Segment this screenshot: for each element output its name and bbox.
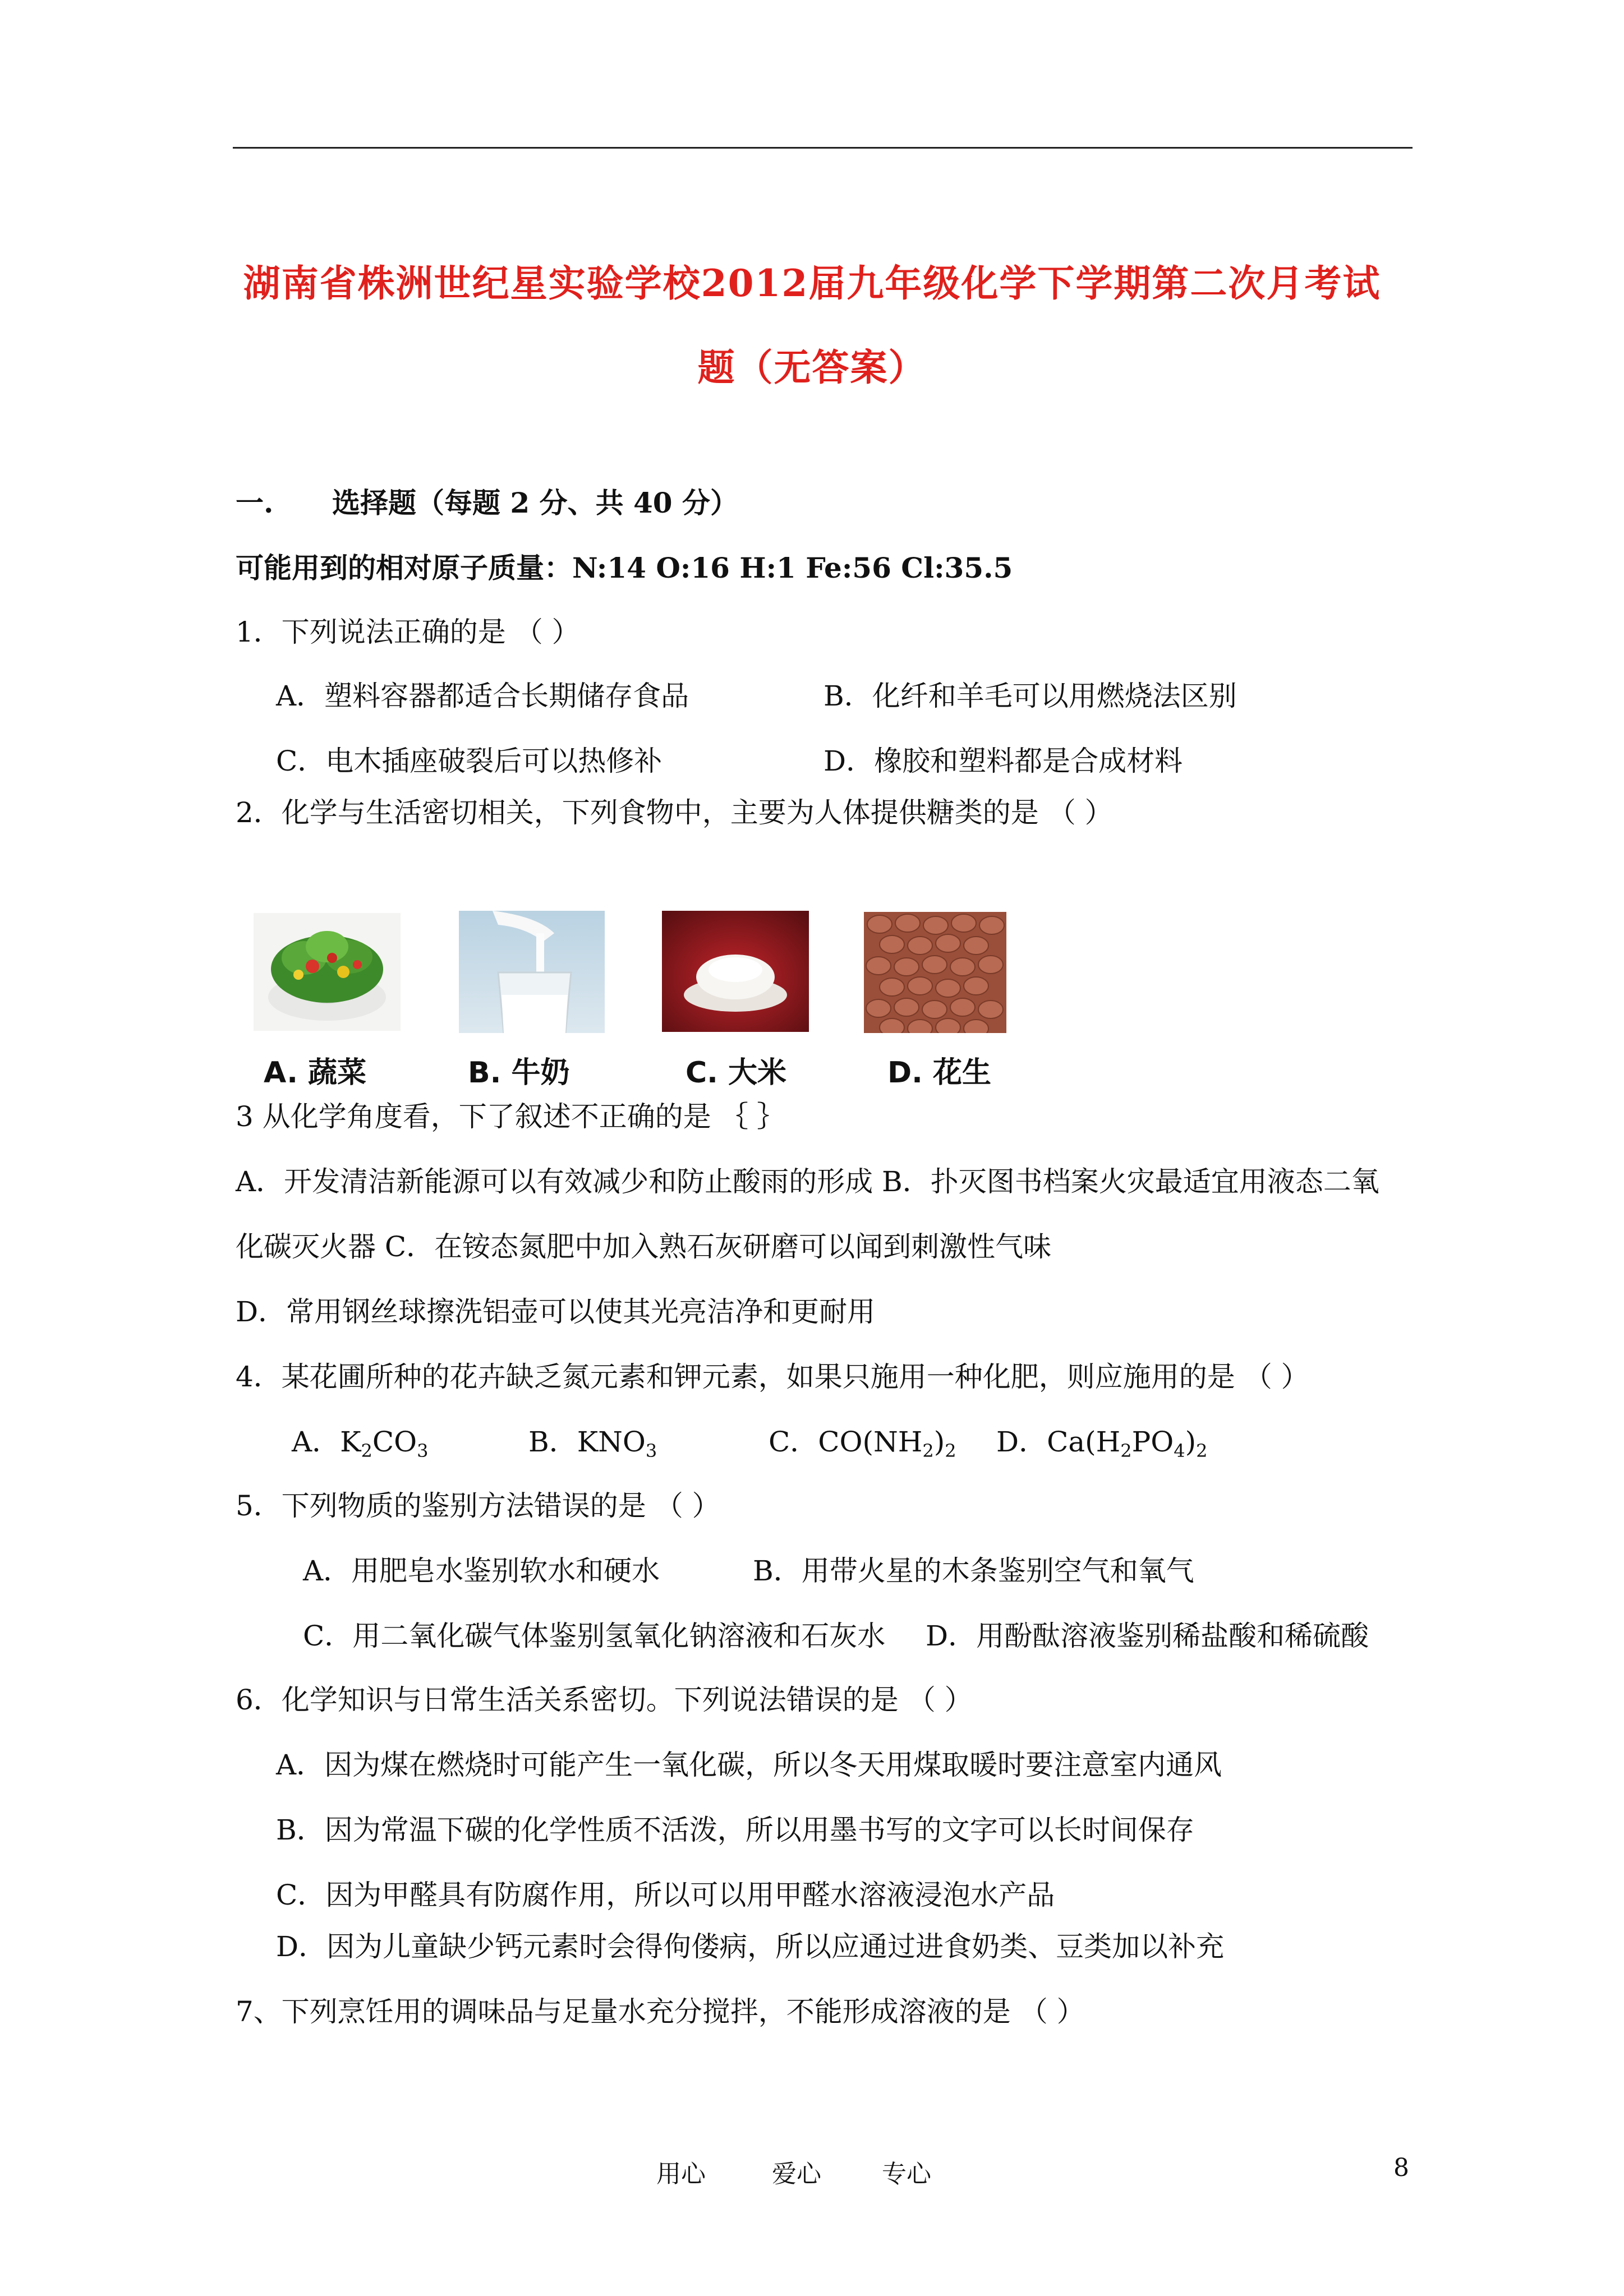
q6-option-d: D．因为儿童缺少钙元素时会得佝偻病，所以应通过进食奶类、豆类加以补充: [276, 1930, 1225, 1963]
q4-stem: 4．某花圃所种的花卉缺乏氮元素和钾元素，如果只施用一种化肥，则应施用的是 （ ）: [236, 1361, 1309, 1393]
q1-option-b: B．化纤和羊毛可以用燃烧法区别: [823, 680, 1237, 712]
q5-stem: 5．下列物质的鉴别方法错误的是 （ ）: [236, 1490, 720, 1522]
page-number: 8: [1393, 2154, 1409, 2182]
q6-stem: 6．化学知识与日常生活关系密切。下列说法错误的是 （ ）: [236, 1684, 973, 1716]
header-rule: [233, 147, 1413, 149]
q2-caption-c: C. 大米: [686, 1056, 787, 1090]
footer-motto-2: 爱心: [772, 2160, 821, 2188]
q1-stem: 1．下列说法正确的是 （ ）: [236, 616, 580, 648]
q1-option-d: D．橡胶和塑料都是合成材料: [823, 745, 1183, 777]
atomic-masses: 可能用到的相对原子质量：N:14 O:16 H:1 Fe:56 Cl:35.5: [236, 551, 1013, 584]
q1-option-a: A．塑料容器都适合长期储存食品: [276, 680, 689, 712]
q3-options-line2: 化碳灭火器 C．在铵态氮肥中加入熟石灰研磨可以闻到刺激性气味: [236, 1230, 1052, 1263]
q4-option-c: C．$CO(NH_2)_2$: [769, 1426, 956, 1461]
q2-caption-d: D. 花生: [887, 1056, 992, 1090]
peanut-image: [864, 912, 1006, 1033]
document-title-line1: 湖南省株洲世纪星实验学校2012届九年级化学下学期第二次月考试: [243, 261, 1381, 305]
q3-options-line1: A．开发清洁新能源可以有效减少和防止酸雨的形成 B．扑灭图书档案火灾最适宜用液态二氧: [236, 1165, 1379, 1198]
rice-image: [662, 911, 809, 1032]
q2-caption-a: A. 蔬菜: [264, 1056, 367, 1090]
vegetable-salad-image: [254, 913, 401, 1031]
q5-option-a: A．用肥皂水鉴别软水和硬水: [303, 1555, 660, 1587]
q2-caption-b: B. 牛奶: [468, 1056, 570, 1090]
q1-option-c: C．电木插座破裂后可以热修补: [276, 745, 663, 777]
q6-option-b: B．因为常温下碳的化学性质不活泼，所以用墨书写的文字可以长时间保存: [276, 1814, 1194, 1846]
milk-image: [459, 911, 605, 1033]
q7-stem: 7、下列烹饪用的调味品与足量水充分搅拌，不能形成溶液的是 （ ）: [236, 1995, 1085, 2028]
document-title-line2: 题（无答案）: [697, 345, 927, 389]
q5-option-d: D．用酚酞溶液鉴别稀盐酸和稀硫酸: [926, 1620, 1369, 1652]
q2-stem: 2．化学与生活密切相关，下列食物中，主要为人体提供糖类的是 （ ）: [236, 796, 1113, 829]
q5-option-b: B．用带火星的木条鉴别空气和氧气: [753, 1555, 1194, 1587]
q3-options-line3: D．常用钢丝球擦洗铝壶可以使其光亮洁净和更耐用: [236, 1295, 876, 1328]
q6-option-c: C．因为甲醛具有防腐作用，所以可以用甲醛水溶液浸泡水产品: [276, 1879, 1055, 1911]
q4-option-a: A．$K_2CO_3$: [292, 1426, 429, 1461]
q3-stem: 3 从化学角度看，下了叙述不正确的是 ｛ ｝: [236, 1100, 785, 1133]
section-heading: 选择题（每题 2 分、共 40 分）: [332, 486, 738, 519]
q4-option-d: D．$Ca(H_2PO_4)_2$: [996, 1426, 1208, 1461]
footer-motto-3: 专心: [882, 2160, 931, 2188]
footer-motto-1: 用心: [656, 2160, 706, 2188]
q6-option-a: A．因为煤在燃烧时可能产生一氧化碳，所以冬天用煤取暖时要注意室内通风: [276, 1749, 1222, 1781]
section-number: 一.: [236, 486, 274, 519]
q4-option-b: B．$KNO_3$: [528, 1426, 657, 1461]
q5-option-c: C．用二氧化碳气体鉴别氢氧化钠溶液和石灰水: [303, 1620, 886, 1652]
